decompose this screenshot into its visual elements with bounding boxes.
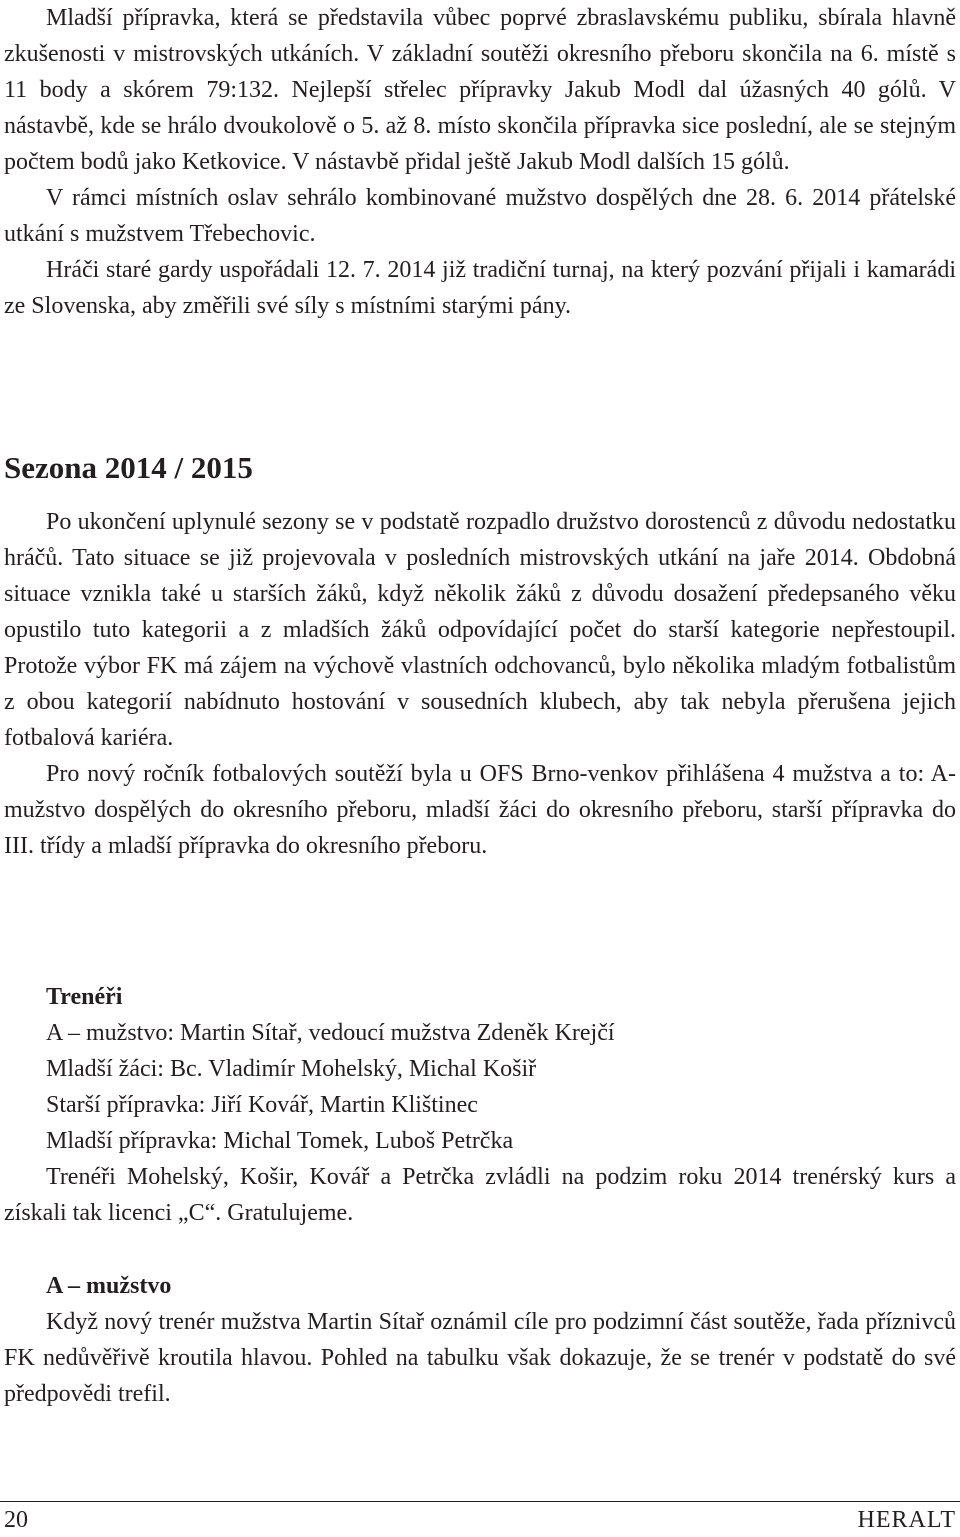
- magazine-name: HERALT: [857, 1507, 956, 1533]
- a-team-section: [4, 1268, 956, 1412]
- a-team-paragraph: Když nový trenér mužstva Martin Sítař oznámil cíle pro podzimní část soutěže, řada příznivců FK nedůvěřivě kroutila hlavou. Pohled na tabulku však dokazuje, že se trenér v podstatě do své předpovědi trefil.: [4, 1309, 956, 1407]
- page-number: 20: [4, 1507, 28, 1533]
- trainers-line-younger-prep: Mladší přípravka: Michal Tomek, Luboš Petrčka: [46, 1128, 514, 1154]
- intro-section: [4, 0, 956, 324]
- footer-divider: [0, 1501, 960, 1502]
- a-team-heading: A – mužstvo: [46, 1273, 172, 1299]
- intro-paragraph-3: Hráči staré gardy uspořádali 12. 7. 2014 již tradiční turnaj, na který pozvání přijali i kamarádi ze Slovenska, aby změřili své síly s místními starými pány.: [4, 257, 956, 319]
- trainers-section: [4, 979, 956, 1231]
- trainers-note: Trenéři Mohelský, Košir, Kovář a Petrčka zvládli na podzim roku 2014 trenérský kurs a získali tak licenci „C“. Gratulujeme.: [4, 1164, 956, 1226]
- intro-paragraph-2: V rámci místních oslav sehrálo kombinované mužstvo dospělých dne 28. 6. 2014 přátelské utkání s mužstvem Třebechovic.: [4, 185, 956, 247]
- trainers-line-older-prep: Starší přípravka: Jiří Kovář, Martin Klištinec: [46, 1092, 478, 1118]
- intro-paragraph-1: Mladší přípravka, která se představila vůbec poprvé zbraslavskému publiku, sbírala hlavně zkušenosti v mistrovských utkáních. V základní soutěži okresního přeboru skončila na 6. místě s 11 body a skórem 79:132. Nejlepší střelec přípravky Jakub Modl dal úžasných 40 gólů. V nástavbě, kde se hrálo dvoukolově o 5. až 8. místo skončila přípravka sice poslední, ale se stejným počtem bodů jako Ketkovice. V nástavbě přidal ještě Jakub Modl dalších 15 gólů.: [4, 5, 956, 175]
- trainers-line-a-team: A – mužstvo: Martin Sítař, vedoucí mužstva Zdeněk Krejčí: [46, 1020, 615, 1046]
- trainers-heading: Trenéři: [46, 984, 123, 1010]
- trainers-line-younger-pupils: Mladší žáci: Bc. Vladimír Mohelský, Michal Košiř: [46, 1056, 537, 1082]
- season-heading: Sezona 2014 / 2015: [4, 450, 253, 485]
- season-section: [4, 504, 956, 864]
- season-paragraph-1: Po ukončení uplynulé sezony se v podstatě rozpadlo družstvo dorostenců z důvodu nedostatku hráčů. Tato situace se již projevovala v posledních mistrovských utkání na jaře 2014. Obdobná situace vznikla také u starších žáků, když několik žáků z důvodu dosažení předepsaného věku opustilo tuto kategorii a z mladších žáků odpovídající počet do starší kategorie nepřestoupil. Protože výbor FK má zájem na výchově vlastních odchovanců, bylo několika mladým fotbalistům z obou kategorií nabídnuto hostování v sousedních klubech, aby tak nebyla přerušena jejich fotbalová kariéra.: [4, 509, 956, 751]
- season-paragraph-2: Pro nový ročník fotbalových soutěží byla u OFS Brno-venkov přihlášena 4 mužstva a to: A- mužstvo dospělých do okresního přeboru, mladší žáci do okresního přeboru, starší přípravka do III. třídy a mladší přípravka do okresního přeboru.: [4, 761, 956, 859]
